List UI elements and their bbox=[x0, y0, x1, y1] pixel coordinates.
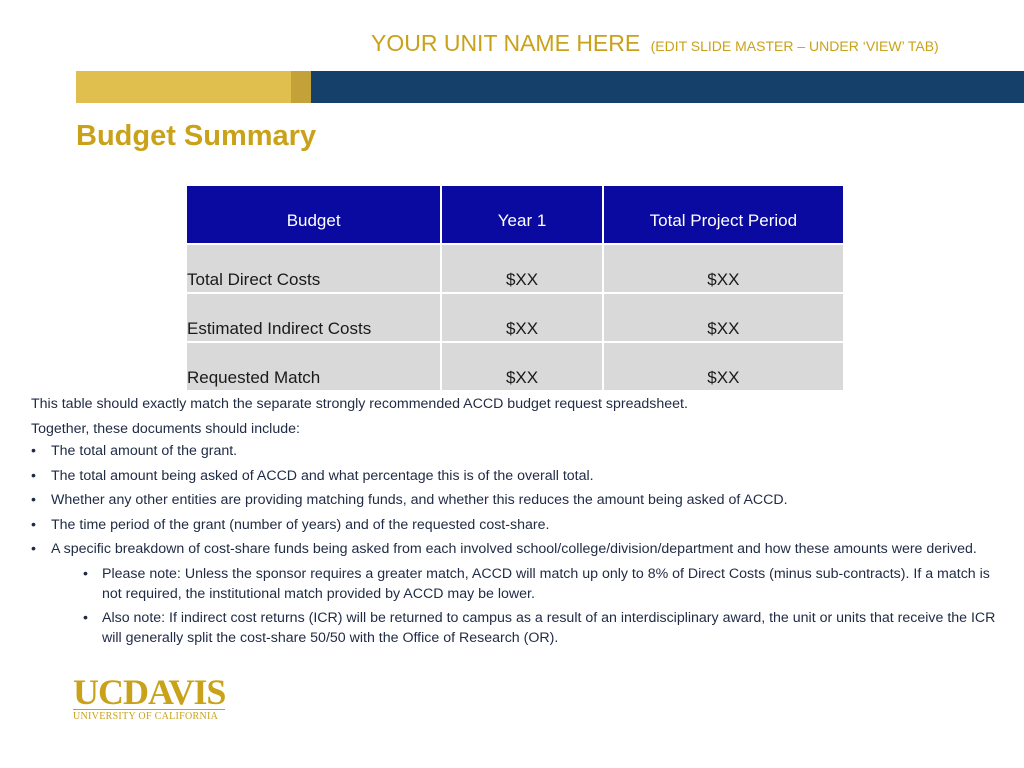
cell-year1: $XX bbox=[441, 293, 602, 342]
list-item: • The time period of the grant (number of years) and of the requested cost-share. bbox=[31, 515, 1011, 536]
ucdavis-logo bbox=[73, 672, 226, 722]
list-item: • A specific breakdown of cost-share funds being asked from each involved school/college/division/department and how these amounts were derived. bbox=[31, 539, 1011, 560]
bullet-list bbox=[31, 441, 1011, 649]
cell-total: $XX bbox=[603, 342, 844, 391]
logo-subtitle: UNIVERSITY OF CALIFORNIA bbox=[73, 709, 225, 722]
list-item: • The total amount being asked of ACCD and what percentage this is of the overall total. bbox=[31, 466, 1011, 487]
row-label: Requested Match bbox=[186, 342, 441, 391]
logo-wordmark: UCDAVIS bbox=[73, 672, 226, 712]
cell-year1: $XX bbox=[441, 244, 602, 293]
intro-line: Together, these documents should include: bbox=[31, 420, 300, 437]
list-item: • The total amount of the grant. bbox=[31, 441, 1011, 462]
header-bar-blue bbox=[311, 71, 1024, 103]
sub-list-item: • Also note: If indirect cost returns (ICR) will be returned to campus as a result of an interdisciplinary award, the unit or units that receive the ICR will generally split the cost-share 50/50 with the Office of Research (OR). bbox=[31, 608, 1011, 649]
column-header-year1: Year 1 bbox=[441, 185, 602, 244]
column-header-total-period: Total Project Period bbox=[603, 185, 844, 244]
cell-year1: $XX bbox=[441, 342, 602, 391]
row-label: Total Direct Costs bbox=[186, 244, 441, 293]
intro-line: This table should exactly match the separate strongly recommended ACCD budget request spreadsheet. bbox=[31, 396, 688, 412]
table-header-row bbox=[186, 185, 844, 244]
sub-list-item: • Please note: Unless the sponsor requires a greater match, ACCD will match up only to 8% of Direct Costs (minus sub-contracts). If a match is not required, the institutional match provided by ACCD may be lower. bbox=[31, 564, 1011, 605]
page-title: Budget Summary bbox=[76, 120, 317, 152]
row-label: Estimated Indirect Costs bbox=[186, 293, 441, 342]
unit-header bbox=[371, 30, 939, 57]
table-row bbox=[186, 244, 844, 293]
table-row bbox=[186, 293, 844, 342]
cell-total: $XX bbox=[603, 293, 844, 342]
list-item: • Whether any other entities are providing matching funds, and whether this reduces the amount being asked of ACCD. bbox=[31, 490, 1011, 511]
unit-subtitle: (EDIT SLIDE MASTER – UNDER ‘VIEW’ TAB) bbox=[650, 38, 939, 54]
body-text bbox=[31, 392, 1011, 652]
header-bar-gold-dark bbox=[291, 71, 311, 103]
column-header-budget: Budget bbox=[186, 185, 441, 244]
table-row bbox=[186, 342, 844, 391]
budget-table bbox=[185, 184, 845, 392]
header-bar-gold bbox=[76, 71, 291, 103]
unit-name: YOUR UNIT NAME HERE bbox=[371, 30, 641, 56]
cell-total: $XX bbox=[603, 244, 844, 293]
